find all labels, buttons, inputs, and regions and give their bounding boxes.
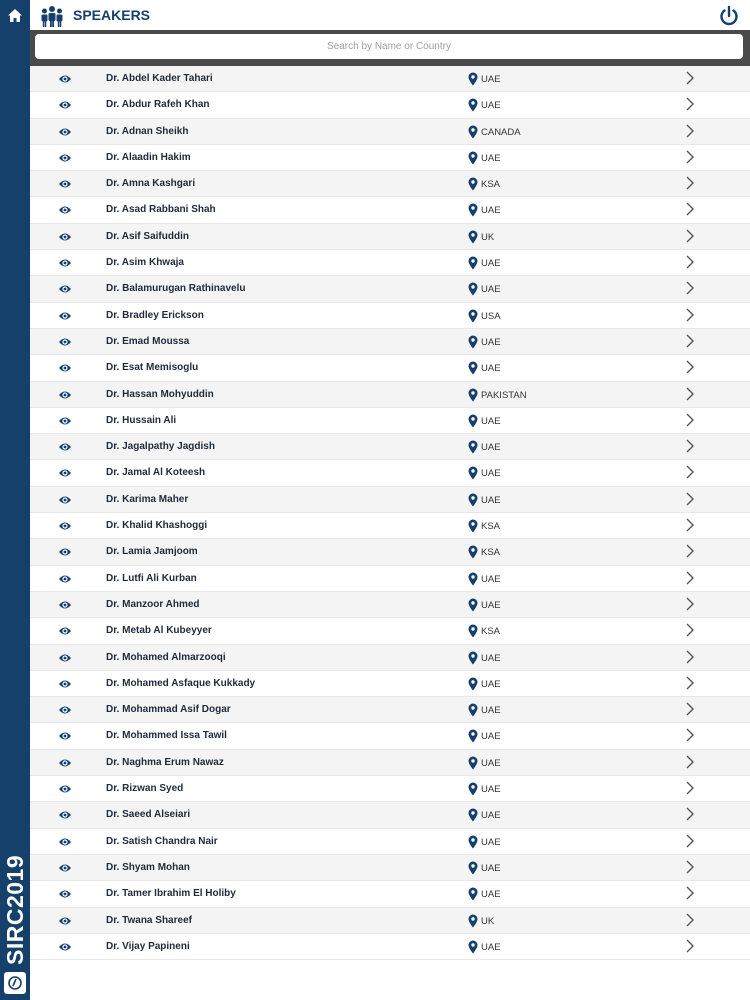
speaker-row[interactable] xyxy=(30,513,750,539)
speaker-name: Dr. Metab Al Kubeyyer xyxy=(106,625,212,637)
speaker-name: Dr. Rizwan Syed xyxy=(106,783,184,795)
speaker-name: Dr. Naghma Erum Nawaz xyxy=(106,756,224,768)
chevron-right-icon[interactable] xyxy=(685,333,695,349)
eye-icon[interactable] xyxy=(58,467,72,479)
search-input[interactable] xyxy=(35,34,743,59)
speaker-name: Dr. Mohamed Almarzooqi xyxy=(106,651,226,663)
speaker-row[interactable] xyxy=(30,250,750,276)
chevron-right-icon[interactable] xyxy=(685,833,695,849)
location-pin-icon xyxy=(468,519,478,533)
speaker-row[interactable] xyxy=(30,303,750,329)
location-pin-icon xyxy=(468,782,478,796)
speaker-row[interactable] xyxy=(30,881,750,907)
brand-label: SIRC2019 xyxy=(2,854,28,965)
sidebar xyxy=(0,0,30,1000)
eye-icon[interactable] xyxy=(58,336,72,348)
location-pin-icon xyxy=(468,72,478,86)
eye-icon[interactable] xyxy=(58,809,72,821)
speaker-country: UAE xyxy=(481,678,501,690)
chevron-right-icon[interactable] xyxy=(685,701,695,717)
chevron-right-icon[interactable] xyxy=(685,254,695,270)
speaker-country: UAE xyxy=(481,258,501,270)
speaker-name: Dr. Khalid Khashoggi xyxy=(106,520,208,532)
chevron-right-icon[interactable] xyxy=(685,228,695,244)
speaker-row[interactable] xyxy=(30,329,750,355)
location-pin-icon xyxy=(468,756,478,770)
eye-icon[interactable] xyxy=(58,704,72,716)
location-pin-icon xyxy=(468,388,478,402)
chevron-right-icon[interactable] xyxy=(685,727,695,743)
speaker-country: KSA xyxy=(481,521,501,533)
chevron-right-icon[interactable] xyxy=(685,491,695,507)
location-pin-icon xyxy=(468,545,478,559)
eye-icon[interactable] xyxy=(58,546,72,558)
speaker-country: KSA xyxy=(481,179,501,191)
chevron-right-icon[interactable] xyxy=(685,96,695,112)
eye-icon[interactable] xyxy=(58,99,72,111)
chevron-right-icon[interactable] xyxy=(685,201,695,217)
speaker-row[interactable] xyxy=(30,776,750,802)
eye-icon[interactable] xyxy=(58,941,72,953)
power-icon[interactable] xyxy=(718,5,740,27)
speaker-country: UK xyxy=(481,915,495,927)
eye-icon[interactable] xyxy=(58,362,72,374)
speaker-country: UAE xyxy=(481,363,501,375)
speaker-country: UAE xyxy=(481,205,501,217)
eye-icon[interactable] xyxy=(58,625,72,637)
speaker-row[interactable] xyxy=(30,92,750,118)
speaker-row[interactable] xyxy=(30,171,750,197)
chevron-right-icon[interactable] xyxy=(685,543,695,559)
speaker-country: UAE xyxy=(481,889,501,901)
location-pin-icon xyxy=(468,98,478,112)
location-pin-icon xyxy=(468,598,478,612)
location-pin-icon xyxy=(468,282,478,296)
eye-icon[interactable] xyxy=(58,836,72,848)
speaker-country: UAE xyxy=(481,757,501,769)
chevron-right-icon[interactable] xyxy=(685,754,695,770)
eye-icon[interactable] xyxy=(58,573,72,585)
speaker-country: UAE xyxy=(481,468,501,480)
speaker-name: Dr. Karima Maher xyxy=(106,493,189,505)
speaker-name: Dr. Vijay Papineni xyxy=(106,940,190,952)
eye-icon[interactable] xyxy=(58,415,72,427)
location-pin-icon xyxy=(468,440,478,454)
eye-icon[interactable] xyxy=(58,599,72,611)
chevron-right-icon[interactable] xyxy=(685,649,695,665)
speaker-row[interactable] xyxy=(30,723,750,749)
eye-icon[interactable] xyxy=(58,126,72,138)
speaker-list xyxy=(30,66,750,960)
eye-icon[interactable] xyxy=(58,310,72,322)
location-pin-icon xyxy=(468,651,478,665)
speaker-row[interactable] xyxy=(30,645,750,671)
location-pin-icon xyxy=(468,887,478,901)
speaker-row[interactable] xyxy=(30,224,750,250)
app-logo-icon xyxy=(4,972,26,994)
eye-icon[interactable] xyxy=(58,678,72,690)
speaker-name: Dr. Hassan Mohyuddin xyxy=(106,388,214,400)
home-icon xyxy=(7,8,23,23)
eye-icon[interactable] xyxy=(58,283,72,295)
speaker-country: UAE xyxy=(481,731,501,743)
location-pin-icon xyxy=(468,729,478,743)
home-button[interactable] xyxy=(0,0,30,30)
chevron-right-icon[interactable] xyxy=(685,412,695,428)
speaker-name: Dr. Twana Shareef xyxy=(106,914,192,926)
speaker-name: Dr. Adnan Sheikh xyxy=(106,125,189,137)
speaker-country: USA xyxy=(481,310,501,322)
chevron-right-icon[interactable] xyxy=(685,149,695,165)
eye-icon[interactable] xyxy=(58,915,72,927)
chevron-right-icon[interactable] xyxy=(685,175,695,191)
eye-icon[interactable] xyxy=(58,178,72,190)
location-pin-icon xyxy=(468,493,478,507)
speaker-row[interactable] xyxy=(30,487,750,513)
location-pin-icon xyxy=(468,309,478,323)
chevron-right-icon[interactable] xyxy=(685,70,695,86)
chevron-right-icon[interactable] xyxy=(685,517,695,533)
location-pin-icon xyxy=(468,861,478,875)
speaker-name: Dr. Bradley Erickson xyxy=(106,309,204,321)
speaker-name: Dr. Mohammed Issa Tawil xyxy=(106,730,227,742)
speaker-country: KSA xyxy=(481,547,501,559)
eye-icon[interactable] xyxy=(58,494,72,506)
speaker-name: Dr. Shyam Mohan xyxy=(106,861,190,873)
speaker-row[interactable] xyxy=(30,908,750,934)
speaker-row[interactable] xyxy=(30,566,750,592)
speaker-country: UAE xyxy=(481,784,501,796)
speaker-row[interactable] xyxy=(30,145,750,171)
eye-icon[interactable] xyxy=(58,257,72,269)
speaker-country: CANADA xyxy=(481,126,521,138)
speaker-country: UAE xyxy=(481,705,501,717)
eye-icon[interactable] xyxy=(58,888,72,900)
search-bar xyxy=(30,30,750,66)
location-pin-icon xyxy=(468,177,478,191)
speaker-row[interactable] xyxy=(30,276,750,302)
location-pin-icon xyxy=(468,808,478,822)
speaker-name: Dr. Amna Kashgari xyxy=(106,178,196,190)
speaker-row[interactable] xyxy=(30,934,750,960)
speaker-country: UAE xyxy=(481,941,501,953)
chevron-right-icon[interactable] xyxy=(685,123,695,139)
speaker-name: Dr. Tamer Ibrahim El Holiby xyxy=(106,888,236,900)
eye-icon[interactable] xyxy=(58,441,72,453)
speaker-row[interactable] xyxy=(30,539,750,565)
chevron-right-icon[interactable] xyxy=(685,885,695,901)
speaker-row[interactable] xyxy=(30,66,750,92)
speaker-country: UAE xyxy=(481,415,501,427)
speaker-country: UAE xyxy=(481,862,501,874)
speaker-country: UK xyxy=(481,231,495,243)
speaker-name: Dr. Abdel Kader Tahari xyxy=(106,73,213,84)
speaker-row[interactable] xyxy=(30,592,750,618)
speaker-row[interactable] xyxy=(30,434,750,460)
eye-icon[interactable] xyxy=(58,862,72,874)
chevron-right-icon[interactable] xyxy=(685,570,695,586)
chevron-right-icon[interactable] xyxy=(685,464,695,480)
speaker-row[interactable] xyxy=(30,697,750,723)
chevron-right-icon[interactable] xyxy=(685,622,695,638)
chevron-right-icon[interactable] xyxy=(685,806,695,822)
speaker-country: UAE xyxy=(481,836,501,848)
location-pin-icon xyxy=(468,940,478,954)
chevron-right-icon[interactable] xyxy=(685,280,695,296)
location-pin-icon xyxy=(468,230,478,244)
speaker-country: UAE xyxy=(481,74,501,85)
speaker-country: UAE xyxy=(481,152,501,164)
page-title: SPEAKERS xyxy=(73,7,151,23)
speaker-country: KSA xyxy=(481,626,501,638)
speaker-row[interactable] xyxy=(30,829,750,855)
speaker-name: Dr. Manzoor Ahmed xyxy=(106,598,200,610)
speaker-row[interactable] xyxy=(30,119,750,145)
chevron-right-icon[interactable] xyxy=(685,596,695,612)
speaker-row[interactable] xyxy=(30,671,750,697)
speaker-country: UAE xyxy=(481,494,501,506)
speaker-row[interactable] xyxy=(30,382,750,408)
location-pin-icon xyxy=(468,677,478,691)
people-icon xyxy=(40,4,64,28)
speaker-name: Dr. Esat Memisoglu xyxy=(106,362,199,374)
speaker-row[interactable] xyxy=(30,750,750,776)
eye-icon[interactable] xyxy=(58,783,72,795)
location-pin-icon xyxy=(468,203,478,217)
speaker-name: Dr. Balamurugan Rathinavelu xyxy=(106,283,246,295)
speaker-name: Dr. Abdur Rafeh Khan xyxy=(106,99,210,111)
speaker-name: Dr. Saeed Alseiari xyxy=(106,809,191,821)
speaker-name: Dr. Hussain Ali xyxy=(106,414,177,426)
location-pin-icon xyxy=(468,572,478,586)
speaker-row[interactable] xyxy=(30,197,750,223)
speaker-name: Dr. Jamal Al Koteesh xyxy=(106,467,206,479)
location-pin-icon xyxy=(468,703,478,717)
speaker-row[interactable] xyxy=(30,855,750,881)
location-pin-icon xyxy=(468,624,478,638)
eye-icon[interactable] xyxy=(58,652,72,664)
chevron-right-icon[interactable] xyxy=(685,438,695,454)
location-pin-icon xyxy=(468,914,478,928)
speaker-row[interactable] xyxy=(30,802,750,828)
speaker-name: Dr. Emad Moussa xyxy=(106,335,190,347)
speaker-country: UAE xyxy=(481,100,501,112)
speaker-name: Dr. Jagalpathy Jagdish xyxy=(106,441,215,453)
chevron-right-icon[interactable] xyxy=(685,307,695,323)
speaker-name: Dr. Asif Saifuddin xyxy=(106,230,189,242)
speaker-row[interactable] xyxy=(30,460,750,486)
eye-icon[interactable] xyxy=(58,757,72,769)
location-pin-icon xyxy=(468,256,478,270)
speaker-name: Dr. Mohammad Asif Dogar xyxy=(106,704,231,716)
chevron-right-icon[interactable] xyxy=(685,912,695,928)
chevron-right-icon[interactable] xyxy=(685,859,695,875)
chevron-right-icon[interactable] xyxy=(685,359,695,375)
eye-icon[interactable] xyxy=(58,73,72,85)
speaker-name: Dr. Lamia Jamjoom xyxy=(106,546,198,558)
chevron-right-icon[interactable] xyxy=(685,780,695,796)
speaker-row[interactable] xyxy=(30,618,750,644)
speaker-row[interactable] xyxy=(30,355,750,381)
speaker-name: Dr. Asad Rabbani Shah xyxy=(106,204,216,216)
eye-icon[interactable] xyxy=(58,730,72,742)
speaker-name: Dr. Alaadin Hakim xyxy=(106,151,191,163)
speaker-name: Dr. Asim Khwaja xyxy=(106,257,184,269)
eye-icon[interactable] xyxy=(58,204,72,216)
speaker-country: PAKISTAN xyxy=(481,389,527,401)
location-pin-icon xyxy=(468,466,478,480)
chevron-right-icon[interactable] xyxy=(685,386,695,402)
eye-icon[interactable] xyxy=(58,152,72,164)
speaker-country: UAE xyxy=(481,442,501,454)
location-pin-icon xyxy=(468,335,478,349)
location-pin-icon xyxy=(468,125,478,139)
eye-icon[interactable] xyxy=(58,389,72,401)
speaker-country: UAE xyxy=(481,810,501,822)
eye-icon[interactable] xyxy=(58,231,72,243)
speaker-name: Dr. Mohamed Asfaque Kukkady xyxy=(106,677,256,689)
speaker-name: Dr. Lutfi Ali Kurban xyxy=(106,572,197,584)
speaker-name: Dr. Satish Chandra Nair xyxy=(106,835,218,847)
location-pin-icon xyxy=(468,835,478,849)
speaker-row[interactable] xyxy=(30,408,750,434)
speaker-country: UAE xyxy=(481,599,501,611)
chevron-right-icon[interactable] xyxy=(685,938,695,954)
speaker-country: UAE xyxy=(481,284,501,296)
speaker-country: UAE xyxy=(481,336,501,348)
speaker-country: UAE xyxy=(481,573,501,585)
speaker-country: UAE xyxy=(481,652,501,664)
chevron-right-icon[interactable] xyxy=(685,675,695,691)
location-pin-icon xyxy=(468,414,478,428)
location-pin-icon xyxy=(468,151,478,165)
location-pin-icon xyxy=(468,361,478,375)
eye-icon[interactable] xyxy=(58,520,72,532)
header-bar xyxy=(30,0,750,32)
